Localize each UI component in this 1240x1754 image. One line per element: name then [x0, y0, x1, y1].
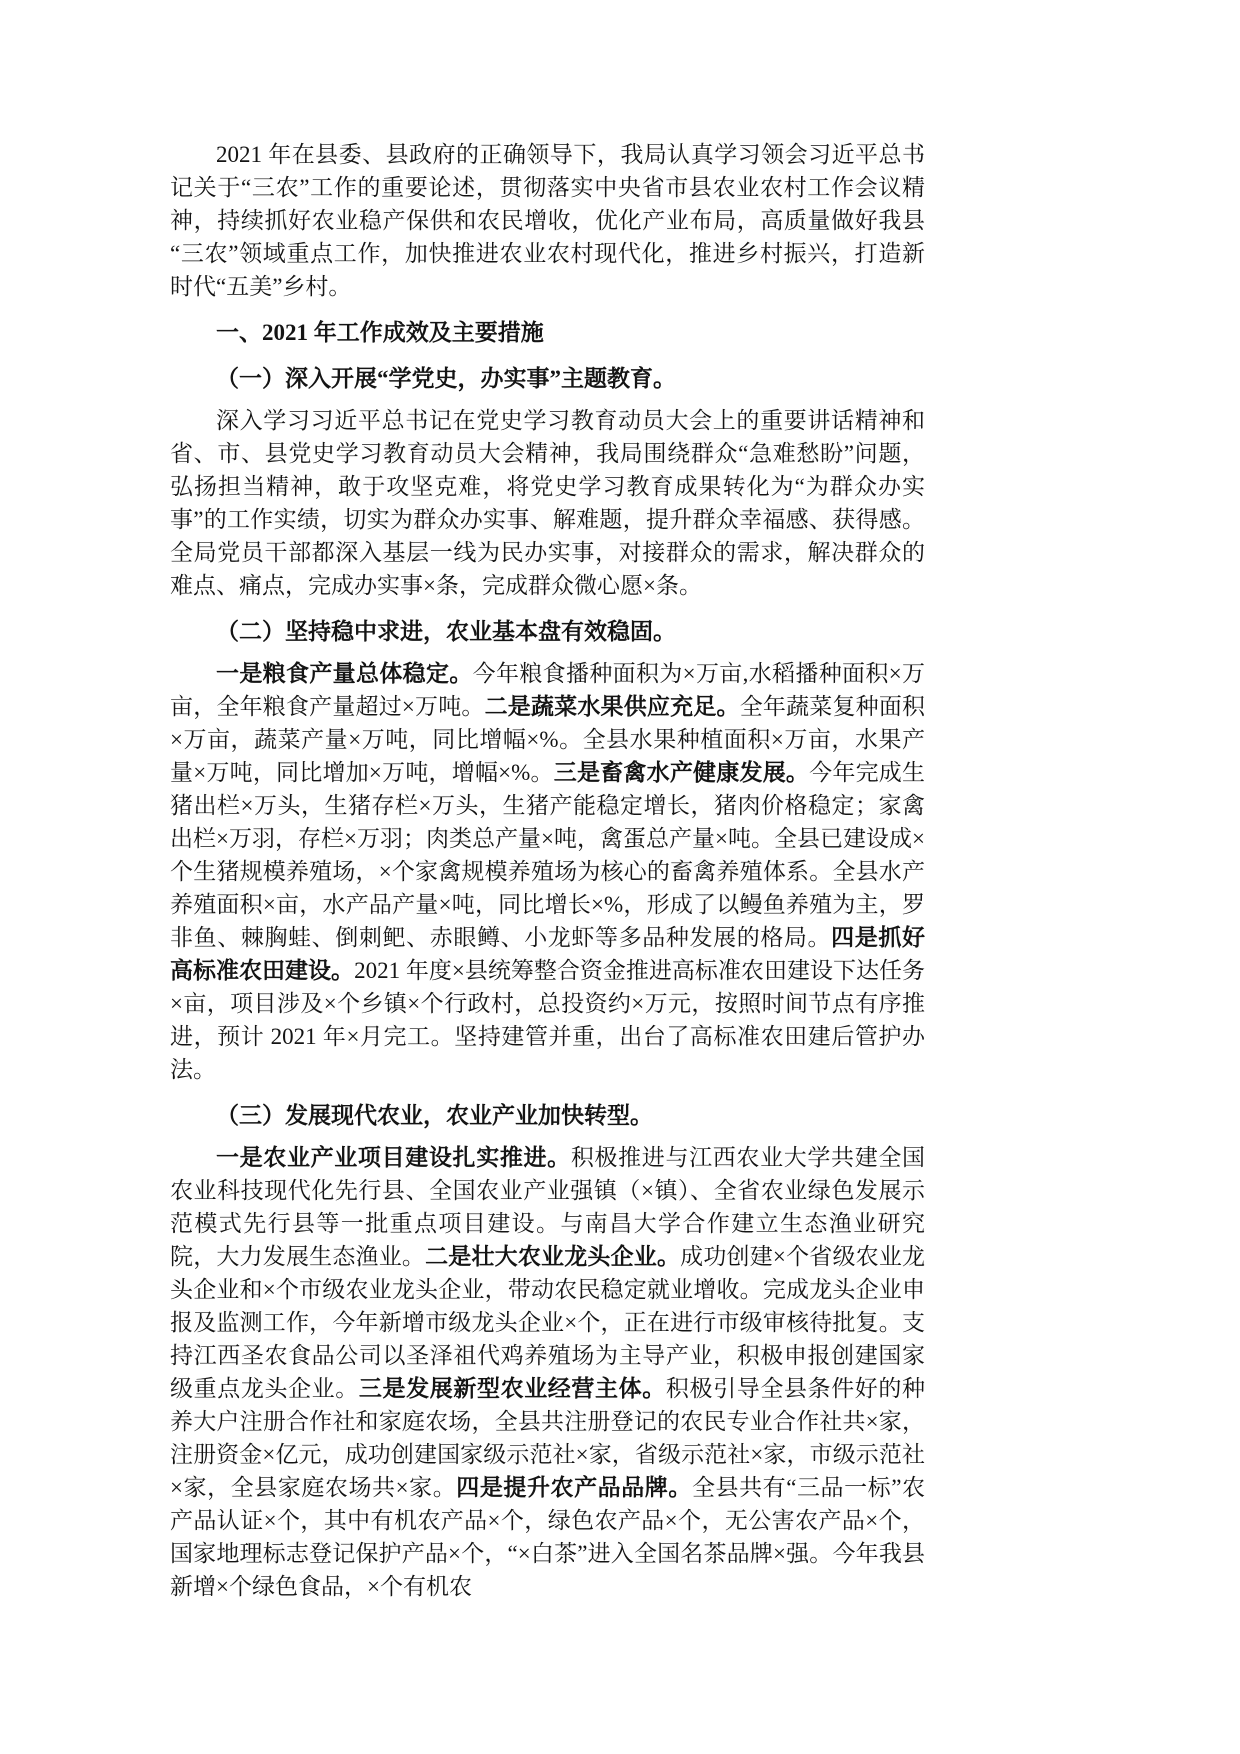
subsection-heading-1-2: [170, 615, 925, 648]
paragraph-modern-agriculture: [170, 1141, 925, 1603]
bold-run: 一是粮食产量总体稳定。: [216, 661, 473, 686]
subsection-heading-1-3: [170, 1099, 925, 1132]
intro-paragraph: [170, 138, 925, 303]
text-run: 积极推进与江西农业大学共建全国农业科技现代化先行县、全国农业产业强镇（×镇）、全省农业绿色发展示范模式先行县等一批重点项目建设。与南昌大学合作建立生态渔业研究院，大力发展生态渔业。: [170, 1145, 926, 1269]
bold-run: 二是壮大农业龙头企业。: [425, 1244, 681, 1269]
document-body: [170, 138, 925, 1603]
bold-run: 一是农业产业项目建设扎实推进。: [216, 1145, 571, 1170]
bold-run: 三是畜禽水产健康发展。: [553, 760, 810, 785]
paragraph-party-history: [170, 404, 925, 602]
bold-run: 四是抓好高标准农田建设。: [170, 925, 926, 983]
bold-run: 三是发展新型农业经营主体。: [358, 1376, 666, 1401]
bold-run: 一、2021 年工作成效及主要措施: [216, 320, 544, 345]
text-run: 2021 年度×县统筹整合资金推进高标准农田建设下达任务×亩，项目涉及×个乡镇×个行政村，总投资约×万元，按照时间节点有序推进，预计 2021 年×月完工。坚持建管并重，出台了高标准农田建后管护办法。: [170, 958, 925, 1082]
bold-run: （一）深入开展“学党史，办实事”主题教育。: [216, 366, 676, 391]
subsection-heading-1-1: [170, 362, 925, 395]
text-run: 今年完成生猪出栏×万头，生猪存栏×万头，生猪产能稳定增长，猪肉价格稳定；家禽出栏×万羽，存栏×万羽；肉类总产量×吨，禽蛋总产量×吨。全县已建设成×个生猪规模养殖场，×个家禽规模养殖场为核心的畜禽养殖体系。全县水产养殖面积×亩，水产品产量×吨，同比增长×%，形成了以鳗鱼养殖为主，罗非鱼、棘胸蛙、倒刺鲃、赤眼鳟、小龙虾等多品种发展的格局。: [170, 760, 926, 950]
text-run: 深入学习习近平总书记在党史学习教育动员大会上的重要讲话精神和省、市、县党史学习教育动员大会精神，我局围绕群众“急难愁盼”问题，弘扬担当精神，敢于攻坚克难，将党史学习教育成果转化为“为群众办实事”的工作实绩，切实为群众办实事、解难题，提升群众幸福感、获得感。全局党员干部都深入基层一线为民办实事，对接群众的需求，解决群众的难点、痛点，完成办实事×条，完成群众微心愿×条。: [170, 408, 925, 598]
text-run: 2021 年在县委、县政府的正确领导下，我局认真学习领会习近平总书记关于“三农”工作的重要论述，贯彻落实中央省市县农业农村工作会议精神，持续抓好农业稳产保供和农民增收，优化产业布局，高质量做好我县“三农”领域重点工作，加快推进农业农村现代化，推进乡村振兴，打造新时代“五美”乡村。: [170, 142, 925, 299]
paragraph-agriculture-stability: [170, 657, 925, 1086]
bold-run: 二是蔬菜水果供应充足。: [484, 694, 740, 719]
bold-run: （二）坚持稳中求进，农业基本盘有效稳固。: [216, 619, 676, 644]
text-run: 今年粮食播种面积为×万亩,水稻播种面积×万亩，全年粮食产量超过×万吨。: [170, 661, 925, 719]
text-run: 全年蔬菜复种面积×万亩，蔬菜产量×万吨，同比增幅×%。全县水果种植面积×万亩，水果产量×万吨，同比增加×万吨，增幅×%。: [170, 694, 926, 785]
text-run: 全县共有“三品一标”农产品认证×个，其中有机农产品×个，绿色农产品×个，无公害农产品×个，国家地理标志登记保护产品×个，“×白茶”进入全国名茶品牌×强。今年我县新增×个绿色食品，×个有机农: [170, 1475, 925, 1599]
text-run: 积极引导全县条件好的种养大户注册合作社和家庭农场，全县共注册登记的农民专业合作社共×家，注册资金×亿元，成功创建国家级示范社×家，省级示范社×家，市级示范社×家，全县家庭农场共×家。: [170, 1376, 926, 1500]
section-heading-1: [170, 316, 925, 349]
bold-run: （三）发展现代农业，农业产业加快转型。: [216, 1103, 653, 1128]
bold-run: 四是提升农产品品牌。: [456, 1475, 692, 1500]
text-run: 成功创建×个省级农业龙头企业和×个市级农业龙头企业，带动农民稳定就业增收。完成龙头企业申报及监测工作，今年新增市级龙头企业×个，正在进行市级审核待批复。支持江西圣农食品公司以圣泽祖代鸡养殖场为主导产业，积极申报创建国家级重点龙头企业。: [170, 1244, 926, 1401]
